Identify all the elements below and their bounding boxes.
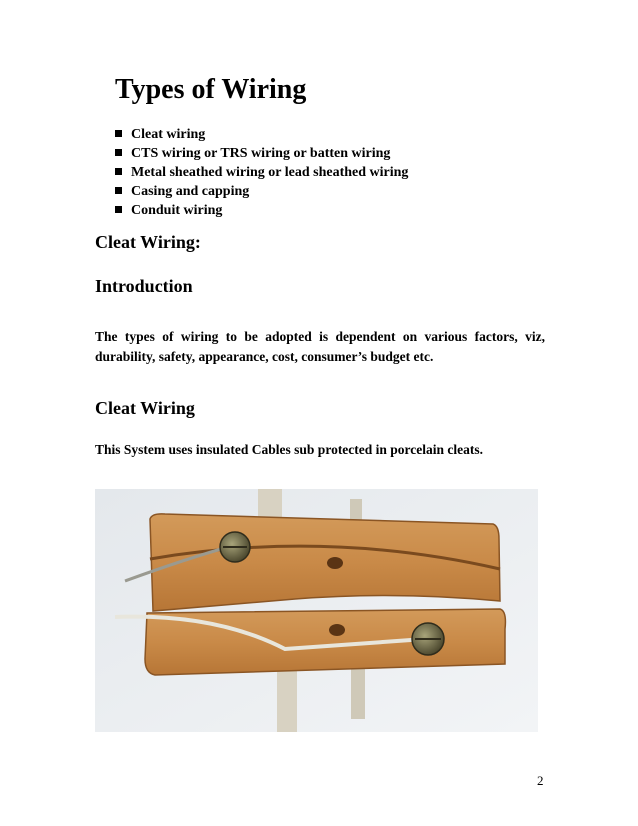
list-item-text: Conduit wiring	[131, 203, 223, 218]
section-heading: Cleat Wiring:	[95, 232, 201, 252]
cable-bottom-left	[277, 664, 297, 732]
bullet-square-icon	[115, 130, 122, 137]
bullet-square-icon	[115, 149, 122, 156]
list-item-text: Cleat wiring	[131, 127, 206, 142]
cleat-hole	[329, 624, 345, 636]
list-item	[113, 125, 408, 144]
page-title: Types of Wiring	[115, 74, 307, 105]
list-item-text: Metal sheathed wiring or lead sheathed wiring	[131, 165, 409, 180]
list-item	[113, 182, 408, 201]
cleat-bottom	[145, 609, 505, 675]
list-item-text: CTS wiring or TRS wiring or batten wiring	[131, 146, 391, 161]
list-item	[113, 163, 408, 182]
wiring-types-list	[113, 125, 408, 220]
introduction-paragraph: The types of wiring to be adopted is dependent on various factors, viz, durability, safety, appearance, cost, consumer’s budget etc.	[95, 329, 545, 364]
list-item	[113, 201, 408, 220]
bullet-square-icon	[115, 187, 122, 194]
cleat-hole	[327, 557, 343, 569]
cleat-wiring-paragraph: This System uses insulated Cables sub protected in porcelain cleats.	[95, 442, 484, 457]
cleat-top	[150, 514, 500, 611]
bullet-square-icon	[115, 168, 122, 175]
page-number: 2	[537, 773, 544, 788]
list-item-text: Casing and capping	[131, 184, 250, 199]
cleat-wiring-heading: Cleat Wiring	[95, 398, 195, 418]
list-item	[113, 144, 408, 163]
cleat-photo	[95, 489, 538, 732]
bullet-square-icon	[115, 206, 122, 213]
introduction-heading: Introduction	[95, 276, 193, 296]
